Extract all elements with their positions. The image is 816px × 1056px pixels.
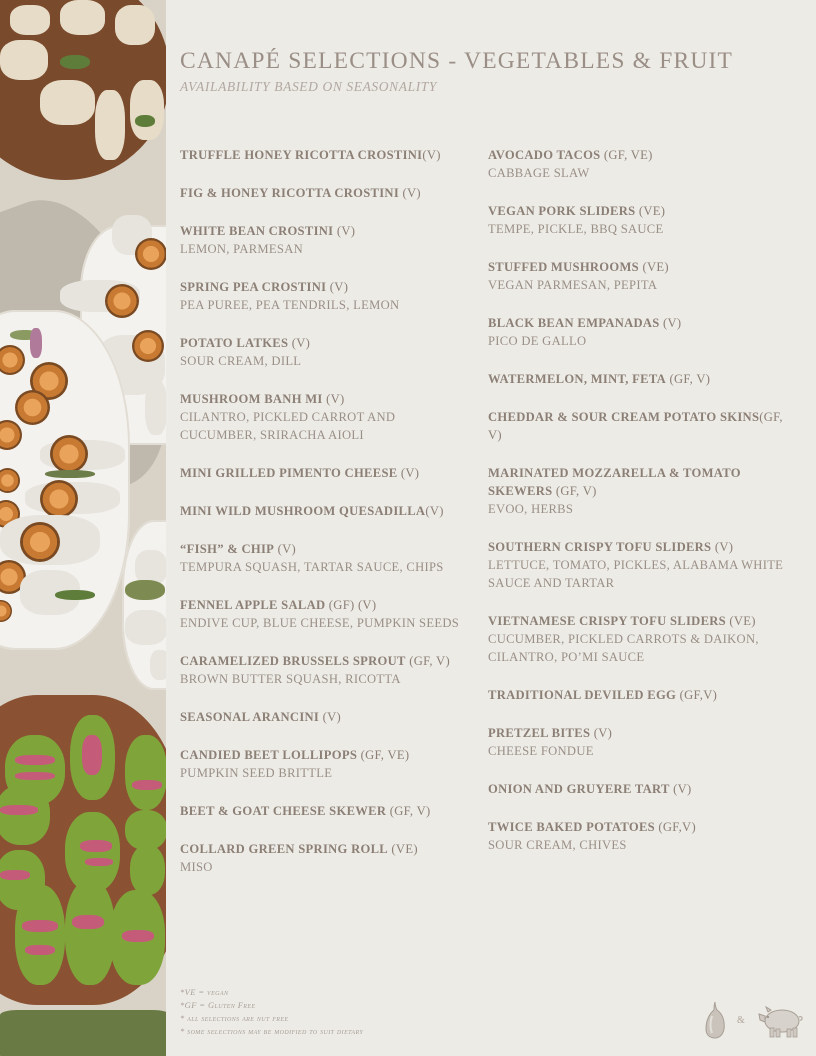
menu-item-name — [180, 464, 470, 482]
pig-icon — [756, 1000, 804, 1040]
menu-item-description: EVOO, HERBS — [488, 502, 574, 516]
menu-item-name — [180, 334, 470, 352]
menu-item-description: SOUR CREAM, CHIVES — [488, 838, 627, 852]
menu-item-title: FENNEL APPLE SALAD — [180, 598, 326, 612]
menu-item-name — [180, 596, 470, 614]
logo-ampersand: & — [737, 1015, 745, 1026]
dietary-tag: (V) — [425, 504, 444, 518]
menu-item — [180, 222, 470, 258]
menu-item-description: LETTUCE, TOMATO, PICKLES, ALABAMA WHITE SAUCE AND TARTAR — [488, 558, 784, 590]
menu-item-name — [488, 780, 788, 798]
menu-item-description: ENDIVE CUP, BLUE CHEESE, PUMPKIN SEEDS — [180, 616, 460, 630]
menu-item — [180, 596, 470, 632]
menu-item-title: MARINATED MOZZARELLA & TOMATO SKEWERS — [488, 466, 741, 498]
menu-item-title: VEGAN PORK SLIDERS — [488, 204, 636, 218]
dietary-tag: (V) — [711, 540, 734, 554]
menu-item — [488, 724, 788, 760]
dietary-tag: (V) — [322, 392, 345, 406]
footnote: *VE = vegan — [180, 987, 229, 997]
dietary-tag: (VE) — [635, 204, 666, 218]
menu-item — [180, 746, 470, 782]
menu-column-right — [488, 146, 788, 874]
menu-item — [180, 802, 470, 820]
menu-item-title: WHITE BEAN CROSTINI — [180, 224, 334, 238]
menu-item — [180, 652, 470, 688]
dietary-tag: (V) — [399, 186, 421, 200]
dietary-tag: (V) — [669, 782, 692, 796]
dietary-tag: (V) — [590, 726, 613, 740]
dietary-tag: (GF, VE) — [600, 148, 653, 162]
menu-item — [488, 818, 788, 854]
menu-item-name — [180, 540, 470, 558]
menu-item — [488, 780, 788, 798]
menu-item — [180, 502, 470, 520]
menu-item-title: TRUFFLE HONEY RICOTTA CROSTINI — [180, 148, 423, 162]
menu-item — [488, 538, 788, 592]
menu-item — [180, 334, 470, 370]
menu-item-title: SOUTHERN CRISPY TOFU SLIDERS — [488, 540, 712, 554]
menu-item-title: BEET & GOAT CHEESE SKEWER — [180, 804, 387, 818]
menu-item-title: PRETZEL BITES — [488, 726, 591, 740]
menu-item — [488, 370, 788, 388]
dietary-tag: (V) — [319, 710, 341, 724]
menu-item-name — [488, 464, 788, 500]
dietary-tag: (GF, V) — [386, 804, 431, 818]
menu-item-title: SEASONAL ARANCINI — [180, 710, 320, 724]
menu-item-description: TEMPURA SQUASH, TARTAR SAUCE, CHIPS — [180, 560, 444, 574]
menu-item-description: CABBAGE SLAW — [488, 166, 590, 180]
footnote: * some selections may be modified to suit dietary — [180, 1026, 364, 1036]
menu-item-name — [488, 612, 788, 630]
menu-item-title: TRADITIONAL DEVILED EGG — [488, 688, 677, 702]
menu-item-name — [488, 724, 788, 742]
menu-item-name — [488, 370, 788, 388]
menu-item — [488, 314, 788, 350]
menu-item — [180, 184, 470, 202]
menu-item-title: FIG & HONEY RICOTTA CROSTINI — [180, 186, 400, 200]
footnote: * all selections are nut free — [180, 1013, 289, 1023]
menu-item-description: SOUR CREAM, DILL — [180, 354, 302, 368]
menu-item-description: TEMPE, PICKLE, BBQ SAUCE — [488, 222, 664, 236]
menu-item-name — [180, 222, 470, 240]
food-photo — [0, 0, 166, 1056]
menu-item-name — [488, 146, 788, 164]
menu-item-description: MISO — [180, 860, 213, 874]
menu-item — [488, 258, 788, 294]
menu-item-title: VIETNAMESE CRISPY TOFU SLIDERS — [488, 614, 726, 628]
menu-item — [488, 202, 788, 238]
menu-item-title: AVOCADO TACOS — [488, 148, 601, 162]
menu-item-title: STUFFED MUSHROOMS — [488, 260, 639, 274]
menu-item-name — [488, 686, 788, 704]
menu-item-name — [488, 538, 788, 556]
dietary-tag: (VE) — [725, 614, 756, 628]
menu-item — [180, 278, 470, 314]
dietary-tag: (GF, VE) — [357, 748, 410, 762]
menu-item-name — [180, 502, 470, 520]
menu-item-name — [180, 278, 470, 296]
dietary-tag: (V) — [422, 148, 441, 162]
footnotes — [180, 986, 480, 1038]
dietary-tag: (V) — [397, 466, 420, 480]
dietary-tag: (GF,V) — [676, 688, 718, 702]
page-header — [180, 48, 780, 95]
menu-item-name — [180, 652, 470, 670]
menu-item-name — [180, 840, 470, 858]
menu-item-title: POTATO LATKES — [180, 336, 289, 350]
page-title: CANAPÉ SELECTIONS - VEGETABLES & FRUIT — [180, 48, 734, 74]
menu-item-title: CANDIED BEET LOLLIPOPS — [180, 748, 358, 762]
dietary-tag: (VE) — [387, 842, 418, 856]
menu-item-title: BLACK BEAN EMPANADAS — [488, 316, 660, 330]
menu-item — [488, 612, 788, 666]
menu-item-name — [180, 802, 470, 820]
menu-item-description: PUMPKIN SEED BRITTLE — [180, 766, 333, 780]
menu-item — [180, 840, 470, 876]
menu-item-title: TWICE BAKED POTATOES — [488, 820, 655, 834]
menu-item-description: CILANTRO, PICKLED CARROT AND CUCUMBER, SRIRACHA AIOLI — [180, 410, 396, 442]
dietary-tag: (GF, V) — [666, 372, 711, 386]
menu-item-description: LEMON, PARMESAN — [180, 242, 303, 256]
dietary-tag: (GF, V) — [552, 484, 597, 498]
menu-item-name — [488, 408, 788, 444]
menu-item — [180, 708, 470, 726]
menu-item — [488, 146, 788, 182]
menu-item — [488, 686, 788, 704]
dietary-tag: (V) — [659, 316, 682, 330]
menu-item — [180, 464, 470, 482]
menu-item-description: CUCUMBER, PICKLED CARROTS & DAIKON, CILANTRO, PO’MI SAUCE — [488, 632, 759, 664]
menu-item-name — [180, 746, 470, 764]
fig-icon — [704, 1000, 726, 1040]
footnote: *GF = Gluten Free — [180, 1000, 256, 1010]
page-subtitle: AVAILABILITY BASED ON SEASONALITY — [180, 79, 438, 94]
menu-item-title: MUSHROOM BANH MI — [180, 392, 323, 406]
dietary-tag: (GF,V) — [654, 820, 696, 834]
dietary-tag: (GF) (V) — [325, 598, 377, 612]
menu-item-name — [488, 314, 788, 332]
menu-item — [180, 540, 470, 576]
menu-item-description: PICO DE GALLO — [488, 334, 587, 348]
dietary-tag: (VE) — [639, 260, 669, 274]
menu-item-description: VEGAN PARMESAN, PEPITA — [488, 278, 658, 292]
menu-item-name — [488, 202, 788, 220]
menu-item-name — [180, 390, 470, 408]
menu-item-title: MINI GRILLED PIMENTO CHEESE — [180, 466, 398, 480]
menu-item-title: COLLARD GREEN SPRING ROLL — [180, 842, 388, 856]
dietary-tag: (GF, V) — [488, 410, 783, 442]
menu-item-name — [180, 708, 470, 726]
menu-item — [180, 146, 470, 164]
menu-column-left — [180, 146, 470, 896]
menu-item-title: “FISH” & CHIP — [180, 542, 275, 556]
dietary-tag: (V) — [288, 336, 311, 350]
menu-item — [488, 408, 788, 444]
menu-item-name — [180, 184, 470, 202]
menu-item-description: PEA PUREE, PEA TENDRILS, LEMON — [180, 298, 400, 312]
menu-item — [488, 464, 788, 518]
menu-item-description: CHEESE FONDUE — [488, 744, 594, 758]
menu-item-title: CHEDDAR & SOUR CREAM POTATO SKINS — [488, 410, 760, 424]
menu-item-title: SPRING PEA CROSTINI — [180, 280, 327, 294]
dietary-tag: (V) — [274, 542, 297, 556]
menu-item-title: MINI WILD MUSHROOM QUESADILLA — [180, 504, 426, 518]
menu-item-title: WATERMELON, MINT, FETA — [488, 372, 667, 386]
menu-item-name — [488, 818, 788, 836]
dietary-tag: (V) — [326, 280, 349, 294]
menu-item-title: CARAMELIZED BRUSSELS SPROUT — [180, 654, 406, 668]
menu-item-name — [180, 146, 470, 164]
dietary-tag: (GF, V) — [405, 654, 450, 668]
menu-item-title: ONION AND GRUYERE TART — [488, 782, 670, 796]
menu-item-name — [488, 258, 788, 276]
menu-item — [180, 390, 470, 444]
dietary-tag: (V) — [333, 224, 356, 238]
menu-item-description: BROWN BUTTER SQUASH, RICOTTA — [180, 672, 401, 686]
